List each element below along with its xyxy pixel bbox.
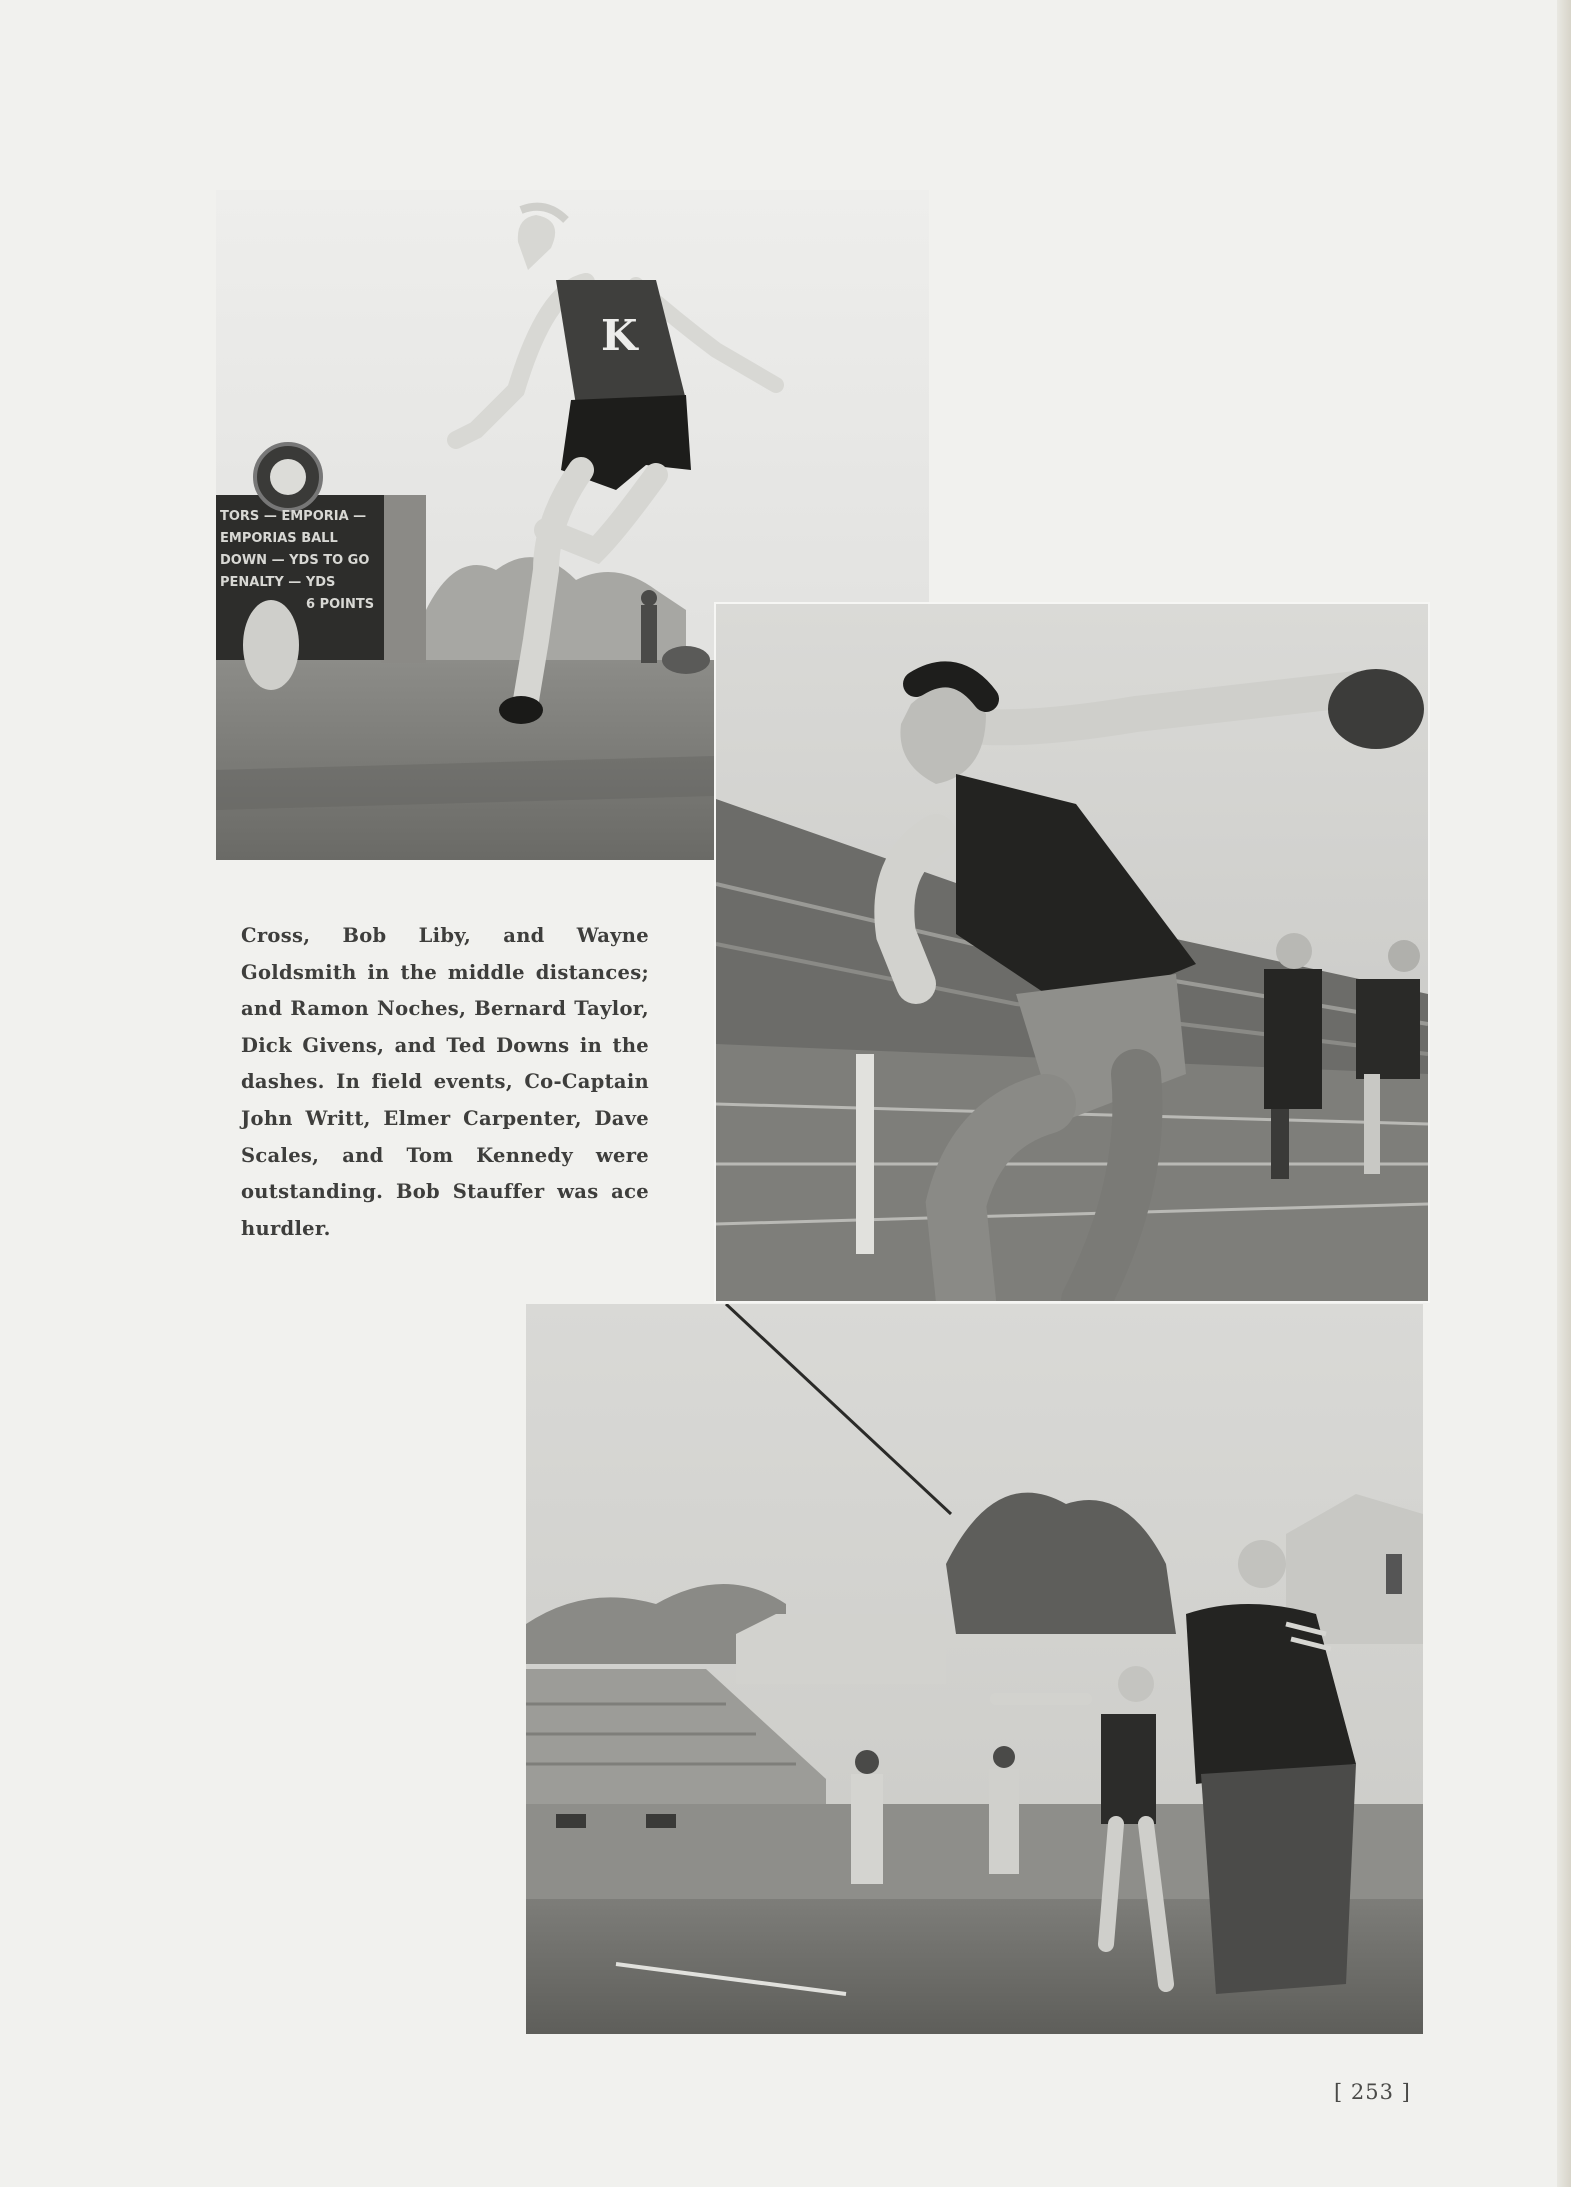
scoreboard-line-3: DOWN — YDS TO GO (220, 553, 370, 568)
scoreboard-line-1: TORS — EMPORIA — (220, 509, 367, 524)
jersey-letter: K (601, 311, 638, 360)
scoreboard-line-4: PENALTY — YDS (220, 575, 336, 590)
javelin-image (526, 1304, 1423, 2034)
scoreboard-line-2: EMPORIAS BALL (220, 531, 338, 546)
page-edge (1557, 0, 1571, 2187)
discus-photo (714, 602, 1430, 1303)
page-number: [ 253 ] (1334, 2080, 1411, 2104)
discus-image (716, 604, 1428, 1301)
article-body-text: Cross, Bob Liby, and Wayne Goldsmith in the middle distances; and Ramon Noches, Bernard Taylor, Dick Givens, and Ted Downs in the dashes. In field events, Co-Captain John Writt, Elmer Carpenter, Dave Scales, and Tom Kennedy were outstanding. Bob Stauffer was ace hurdler. (241, 924, 649, 1240)
scoreboard-line-5: 6 POINTS (306, 597, 375, 612)
javelin-photo (526, 1304, 1423, 2034)
